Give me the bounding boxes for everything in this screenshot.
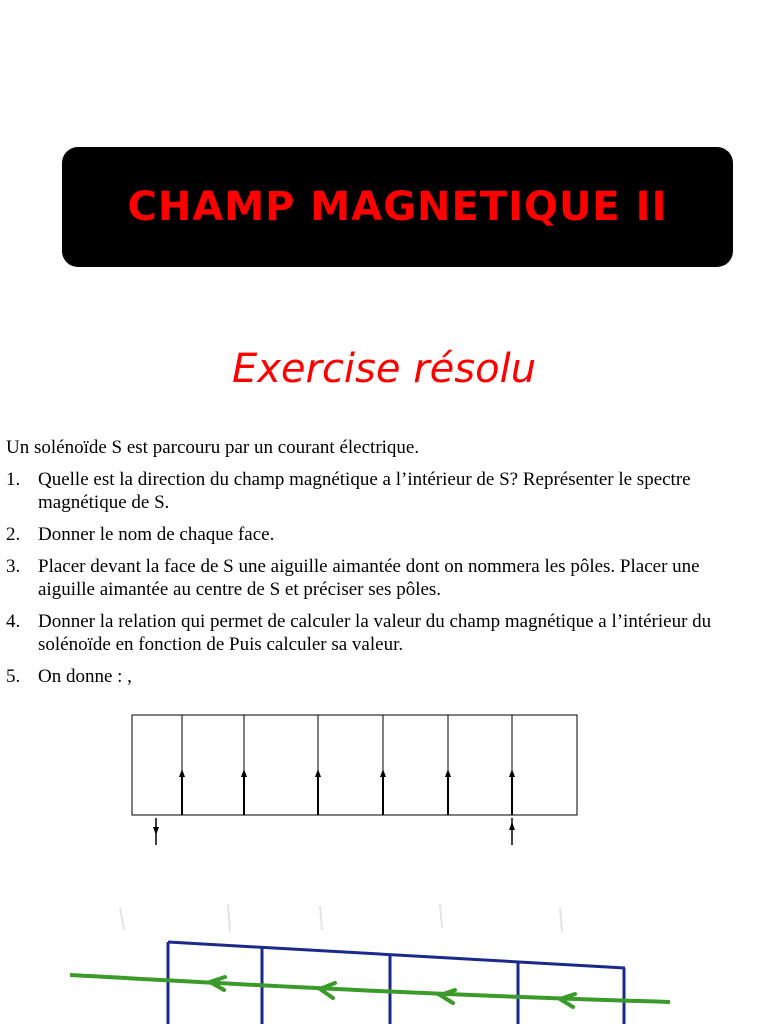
question-text: Placer devant la face de S une aiguille aimantée dont on nommera les pôles. Placer une aiguille aimantée au centre de S et préciser ses pôles. — [38, 556, 700, 600]
sketch-faint-marks — [120, 904, 562, 932]
question-number: 2. — [6, 524, 21, 545]
solenoid-diagram — [0, 700, 768, 860]
title-banner — [62, 147, 733, 267]
arrow-up-icon — [380, 769, 386, 777]
arrow-up-icon — [509, 822, 515, 830]
sketch-field-line — [70, 975, 670, 1002]
question-number: 4. — [6, 611, 21, 632]
question-text: Quelle est la direction du champ magnétique a l’intérieur de S? Représenter le spectre magnétique de S. — [38, 469, 691, 513]
arrow-down-icon — [153, 827, 159, 835]
arrow-up-icon — [179, 769, 185, 777]
question-number: 5. — [6, 666, 21, 687]
arrow-up-icon — [241, 769, 247, 777]
question-item — [6, 610, 756, 656]
question-text: Donner le nom de chaque face. — [38, 524, 275, 545]
current-arrows — [179, 769, 515, 815]
question-list — [6, 468, 756, 697]
question-item — [6, 665, 756, 688]
hand-drawn-field-sketch — [0, 890, 768, 1024]
question-item — [6, 468, 756, 514]
question-text: Donner la relation qui permet de calculer la valeur du champ magnétique a l’intérieur du solénoïde en fonction de Puis calculer sa valeur. — [38, 611, 712, 655]
page-subtitle: Exercise résolu — [231, 346, 537, 392]
lead-wires — [153, 818, 515, 845]
exercise-intro: Un solénoïde S est parcouru par un courant électrique. — [6, 437, 420, 458]
question-number: 3. — [6, 556, 21, 577]
arrow-up-icon — [509, 769, 515, 777]
arrow-up-icon — [445, 769, 451, 777]
solenoid-frame — [132, 715, 577, 815]
page-title: CHAMP MAGNETIQUE II — [127, 184, 668, 230]
question-item — [6, 555, 756, 601]
question-item — [6, 523, 756, 546]
question-number: 1. — [6, 469, 21, 490]
solenoid-turns — [182, 715, 512, 815]
question-text: On donne : , — [38, 666, 132, 687]
arrow-up-icon — [315, 769, 321, 777]
